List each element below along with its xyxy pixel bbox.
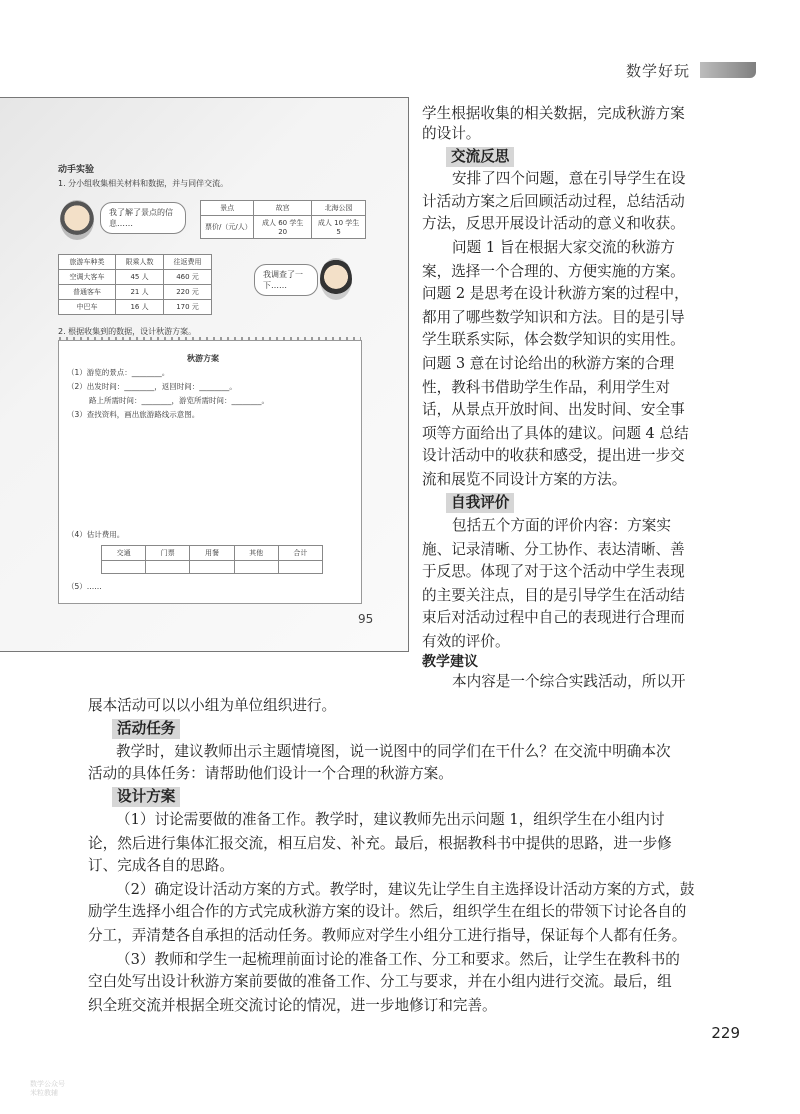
- vehicle-cell: 21 人: [116, 285, 164, 300]
- price-cell: 成人 10 学生 5: [312, 216, 366, 239]
- activity-label: 动手实验: [58, 165, 95, 175]
- right-line: 的主要关注点，目的是引导学生在活动结: [422, 587, 685, 604]
- vehicle-header: 旅游车种类: [59, 255, 116, 270]
- plan-worksheet: [58, 340, 362, 604]
- suggestion-line: 本内容是一个综合实践活动，所以开: [452, 673, 686, 690]
- right-line: 问题 1 旨在根据大家交流的秋游方: [452, 239, 675, 256]
- vehicle-cell: 空调大客车: [59, 270, 116, 285]
- right-line: 计活动方案之后回顾活动过程，总结活动: [422, 193, 685, 210]
- watermark-line: 米粒教辅: [30, 1089, 58, 1097]
- cost-header: 用餐: [190, 546, 234, 561]
- right-line: 案，选择一个合理的、方便实施的方案。: [422, 263, 685, 280]
- textbook-page-figure: [0, 97, 409, 652]
- body-line: 活动的具体任务：请帮助他们设计一个合理的秋游方案。: [88, 765, 453, 782]
- vehicle-cell: 220 元: [164, 285, 212, 300]
- speech-bubble-right: 我调查了一下……: [254, 264, 318, 296]
- section-title: 数学好玩: [625, 62, 690, 80]
- vehicle-header: 往返费用: [164, 255, 212, 270]
- plan-item-4: （4）估计费用。: [67, 530, 125, 539]
- body-line: 空白处写出设计秋游方案前要做的准备工作、分工与要求，并在小组内进行交流。最后，组: [88, 973, 672, 990]
- task-1-text: 1. 分小组收集相关材料和数据，并与同伴交流。: [58, 179, 229, 188]
- body-line: 论，然后进行集体汇报交流，相互启发、补充。最后，根据教科书中提供的思路，进一步修: [88, 835, 672, 852]
- right-line: 项等方面给出了具体的建议。问题 4 总结: [422, 425, 689, 442]
- speech-bubble-left: 我了解了景点的信息……: [100, 202, 186, 234]
- plan-item-5: （5）……: [67, 582, 102, 591]
- plan-title: 秋游方案: [187, 354, 219, 363]
- body-line: 分工，弄清楚各自承担的活动任务。教师应对学生小组分工进行指导，保证每个人都有任务。: [88, 927, 687, 944]
- boy-illustration: [60, 200, 94, 240]
- cost-header: 交通: [102, 546, 146, 561]
- cost-header: 合计: [278, 546, 322, 561]
- vehicle-cell: 普通客车: [59, 285, 116, 300]
- body-line: 订、完成各自的思路。: [88, 857, 234, 874]
- body-line: （2）确定设计活动方案的方式。教学时，建议先让学生自主选择设计活动方案的方式，鼓: [116, 881, 695, 898]
- price-cell: 成人 60 学生 20: [254, 216, 312, 239]
- vehicle-cell: 16 人: [116, 300, 164, 315]
- right-line: 流和展览不同设计方案的方法。: [422, 471, 627, 488]
- right-line: 施、记录清晰、分工协作、表达清晰、善: [422, 541, 685, 558]
- right-line: 学生联系实际，体会数学知识的实用性。: [422, 331, 685, 348]
- right-line: 包括五个方面的评价内容：方案实: [452, 517, 671, 534]
- cost-header: 门票: [146, 546, 190, 561]
- right-line: 话，从景点开放时间、出发时间、安全事: [422, 401, 685, 418]
- vehicle-table: [58, 254, 212, 315]
- price-header: 北海公园: [312, 201, 366, 216]
- price-header: 景点: [201, 201, 254, 216]
- vehicle-cell: 中巴车: [59, 300, 116, 315]
- watermark: [30, 1080, 65, 1098]
- body-line: 教学时，建议教师出示主题情境图，说一说图中的同学们在干什么？在交流中明确本次: [116, 743, 671, 760]
- vehicle-header: 限乘人数: [116, 255, 164, 270]
- vehicle-cell: 170 元: [164, 300, 212, 315]
- header-tab-decoration: [700, 62, 756, 78]
- heading-self-evaluation: 自我评价: [446, 493, 514, 513]
- right-line: 问题 3 意在讨论给出的秋游方案的合理: [422, 355, 675, 372]
- task-2-text: 2. 根据收集到的数据，设计秋游方案。: [58, 327, 197, 336]
- cost-header: 其他: [234, 546, 278, 561]
- right-line: 性，教科书借助学生作品，利用学生对: [422, 379, 671, 396]
- price-table: [200, 200, 366, 239]
- right-line: 设计活动中的收获和感受，提出进一步交: [422, 447, 685, 464]
- right-line: 问题 2 是思考在设计秋游方案的过程中，: [422, 285, 689, 302]
- right-line: 方法，反思开展设计活动的意义和收获。: [422, 215, 685, 232]
- body-line: 织全班交流并根据全班交流讨论的情况，进一步地修订和完善。: [88, 997, 497, 1014]
- watermark-line: 数学公众号: [30, 1080, 65, 1088]
- cost-table: [101, 545, 323, 574]
- inset-page-number: 95: [358, 612, 374, 626]
- plan-item-1: （1）游览的景点：________。: [67, 368, 170, 377]
- body-line: 励学生选择小组合作的方式完成秋游方案的设计。然后，组织学生在组长的带领下讨论各自的: [88, 903, 687, 920]
- vehicle-cell: 460 元: [164, 270, 212, 285]
- right-line: 的设计。: [422, 125, 481, 142]
- body-line: （1）讨论需要做的准备工作。教学时，建议教师先出示问题 1，组织学生在小组内讨: [116, 811, 665, 828]
- right-line: 束后对活动过程中自己的表现进行合理而: [422, 609, 685, 626]
- right-line: 都用了哪些数学知识和方法。目的是引导: [422, 309, 685, 326]
- heading-design-plan: 设计方案: [112, 787, 180, 807]
- page-number: 229: [711, 1024, 740, 1042]
- plan-item-3: （3）查找资料，画出旅游路线示意图。: [67, 410, 200, 419]
- spiral-binding: [59, 337, 361, 341]
- heading-reflection: 交流反思: [446, 147, 514, 167]
- right-line: 学生根据收集的相关数据，完成秋游方案: [422, 105, 685, 122]
- plan-item-2b: 路上所需时间：________，游览所需时间：________。: [89, 396, 269, 405]
- body-line: （3）教师和学生一起梳理前面讨论的准备工作、分工和要求。然后，让学生在教科书的: [116, 951, 680, 968]
- plan-item-2a: （2）出发时间：________，返回时间：________。: [67, 382, 237, 391]
- right-line: 有效的评价。: [422, 633, 510, 650]
- right-line: 安排了四个问题，意在引导学生在设: [452, 170, 686, 187]
- price-header: 故宫: [254, 201, 312, 216]
- price-row-label: 票价/（元/人）: [201, 216, 254, 239]
- girl-illustration: [320, 258, 352, 300]
- heading-teaching-suggestion: 教学建议: [422, 654, 478, 670]
- heading-activity-task: 活动任务: [112, 719, 180, 739]
- suggestion-line: 展本活动可以以小组为单位组织进行。: [88, 697, 337, 714]
- right-line: 于反思。体现了对于这个活动中学生表现: [422, 563, 685, 580]
- vehicle-cell: 45 人: [116, 270, 164, 285]
